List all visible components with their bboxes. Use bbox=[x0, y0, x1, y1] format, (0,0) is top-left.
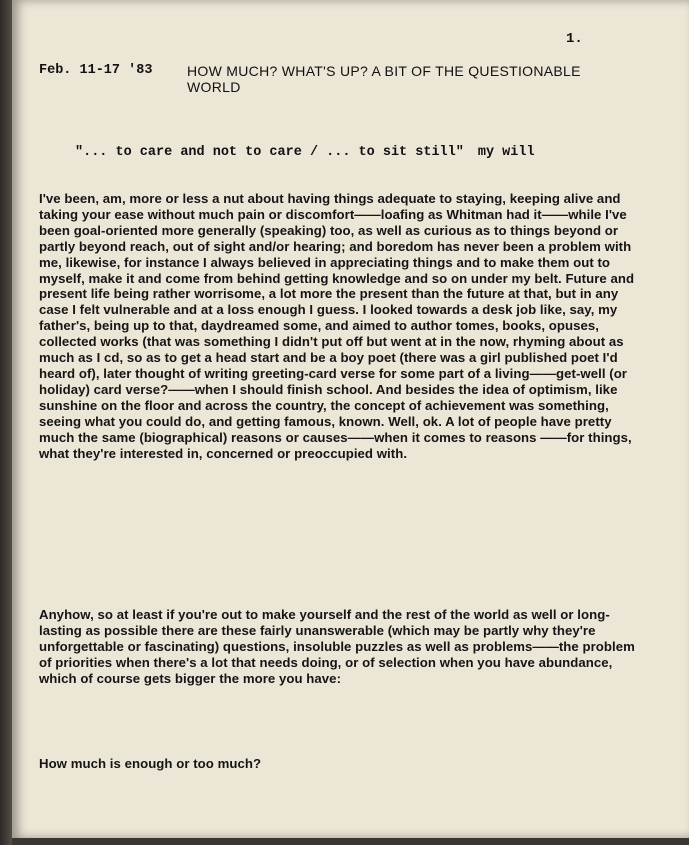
document-header bbox=[39, 63, 599, 95]
body-paragraph-1: I've been, am, more or less a nut about having things adequate to staying, keeping alive and taking your ease without much pain or discomfort——loafing as Whitman had it——while I've been goal-oriented more generally (speaking) too, as well as curious as to things beyond or partly beyond reach, out of sight and/or hearing; and boredom has never been a problem with me, likewise, for instance I always believed in appreciating things and to make them out to myself, make it and come from behind getting knowledge and so on under my belt. Future and present life being rather worrisome, a lot more the present than the future at that, but in any case I felt vulnerable and at a loss enough I guess. I looked towards a desk job like, say, my father's, being up to that, daydreamed some, and aimed to author tomes, books, opuses, collected works (that was something I didn't put off but went at in the now, rhyming about as much as I cd, so as to get a head start and be a boy poet (there was a girl published poet I'd heard of), later thought of writing greeting-card verse for some part of a living——get-well (or holiday) card verse?——when I should finish school. And besides the idea of optimism, like sunshine on the floor and across the country, the concept of achievement was something, seeing what you could do, and getting famous, known. Well, ok. A lot of people have pretty much the same (biographical) reasons or causes——when it comes to reasons ——for things, what they're interested in, concerned or preoccupied with. bbox=[39, 191, 635, 461]
epigraph bbox=[75, 145, 535, 160]
page-bottom-edge bbox=[12, 838, 689, 845]
document-title: HOW MUCH? WHAT'S UP? A BIT OF THE QUESTIONABLE WORLD bbox=[187, 63, 581, 95]
page-number: 1. bbox=[566, 31, 583, 47]
entry-date: Feb. 11-17 '83 bbox=[39, 63, 153, 78]
body-paragraph-2: Anyhow, so at least if you're out to make yourself and the rest of the world as well or long-lasting as possible there are these fairly unanswerable (which may be partly why they're unforgettable or fascinating) questions, insoluble puzzles as well as problems——the problem of priorities when there's a lot that needs doing, or of selection when you have abundance, which of course gets bigger the more you have: bbox=[39, 607, 635, 686]
body-paragraph-3: How much is enough or too much? bbox=[39, 756, 262, 771]
epigraph-attribution: my will bbox=[477, 145, 535, 160]
epigraph-quote: "... to care and not to care / ... to sit still" bbox=[75, 145, 464, 160]
